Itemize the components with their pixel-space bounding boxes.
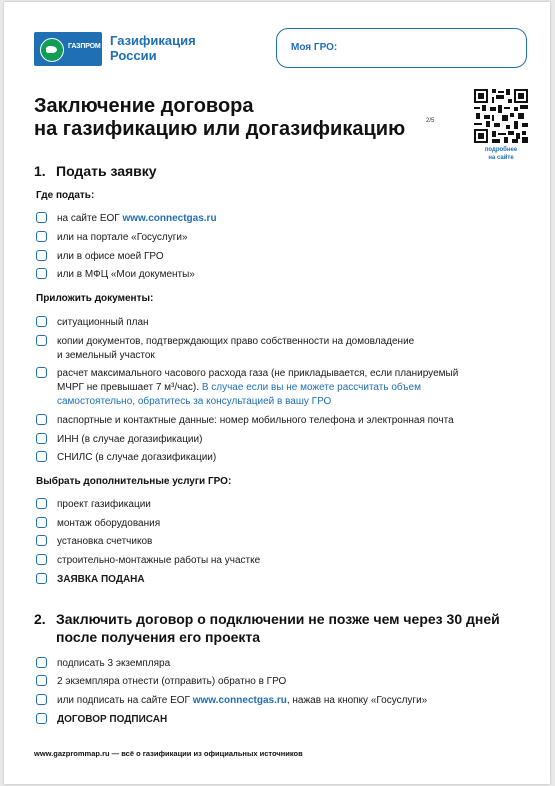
item-text-line-1: расчет максимального часового расхода газа (не прикладывается, если планируемый — [57, 368, 459, 379]
checkbox-icon[interactable] — [36, 433, 47, 444]
item-text: или на портале «Госуслуги» — [57, 232, 188, 243]
brand-name — [110, 33, 196, 63]
where-label: Где подать: — [36, 190, 95, 201]
services-label: Выбрать дополнительные услуги ГРО: — [36, 476, 232, 487]
contract-signed-label: ДОГОВОР ПОДПИСАН — [57, 714, 168, 725]
item-text: подписать 3 экземпляра — [57, 658, 171, 669]
checkbox-icon[interactable] — [36, 554, 47, 565]
item-text-tail: , нажав на кнопку «Госуслуги» — [286, 695, 428, 706]
document-page — [4, 2, 550, 784]
consult-note-line-2: самостоятельно, обратитесь за консультацией в вашу ГРО — [57, 396, 332, 407]
my-gro-label: Моя ГРО: — [291, 42, 338, 53]
item-text: ситуационный план — [57, 317, 149, 328]
checkbox-icon[interactable] — [36, 498, 47, 509]
section-1-heading — [34, 162, 157, 180]
checkbox-icon[interactable] — [36, 212, 47, 223]
checkbox-icon[interactable] — [36, 414, 47, 425]
brand-line-1: Газификация — [110, 33, 196, 48]
consult-note: В случае если вы не можете рассчитать объем — [201, 382, 421, 393]
item-text: монтаж оборудования — [57, 518, 161, 529]
item-text: проект газификации — [57, 499, 151, 510]
qr-code-icon[interactable] — [474, 89, 528, 143]
page-title — [34, 95, 405, 141]
checkbox-icon[interactable] — [36, 268, 47, 279]
checkbox-icon[interactable] — [36, 573, 47, 584]
checkbox-icon[interactable] — [36, 657, 47, 668]
checkbox-icon[interactable] — [36, 517, 47, 528]
checkbox-icon[interactable] — [36, 335, 47, 346]
qr-caption-line-2: на сайте — [488, 155, 514, 161]
connectgas-link[interactable]: www.connectgas.ru — [192, 695, 287, 706]
logo-text: ГАЗПРОМ — [68, 43, 101, 50]
checkbox-icon[interactable] — [36, 694, 47, 705]
item-text-line-2: и земельный участок — [57, 350, 155, 361]
item-text: или подписать на сайте ЕОГ — [57, 695, 193, 706]
gazprom-logo-icon — [34, 32, 102, 66]
title-line-1: Заключение договора — [34, 95, 254, 117]
item-text: на сайте ЕОГ — [57, 213, 123, 224]
section-2-title-line-1: Заключить договор о подключении не позже чем через 30 дней — [56, 611, 500, 627]
section-2-number: 2. — [34, 611, 46, 627]
item-text: ИНН (в случае догазификации) — [57, 434, 203, 445]
title-line-2: на газификацию или догазификацию — [34, 118, 406, 140]
checkbox-icon[interactable] — [36, 675, 47, 686]
checkbox-icon[interactable] — [36, 713, 47, 724]
footer-text: www.gazprommap.ru — всё о газификации из официальных источников — [34, 749, 303, 758]
item-text-line-1: копии документов, подтверждающих право собственности на домовладение — [57, 336, 415, 347]
section-2-title-line-2: после получения его проекта — [56, 629, 261, 645]
application-submitted-label: ЗАЯВКА ПОДАНА — [57, 574, 145, 585]
checkbox-icon[interactable] — [36, 231, 47, 242]
item-text: установка счетчиков — [57, 536, 153, 547]
item-text-line-2: МЧРГ не превышает 7 м³/час). — [57, 382, 202, 393]
item-text: паспортные и контактные данные: номер мобильного телефона и электронная почта — [57, 415, 454, 426]
checkbox-icon[interactable] — [36, 250, 47, 261]
my-gro-field[interactable] — [276, 28, 527, 68]
checkbox-icon[interactable] — [36, 316, 47, 327]
qr-caption-line-1: подробнее — [484, 147, 518, 153]
brand-line-2: России — [110, 48, 157, 63]
section-1-number: 1. — [34, 163, 46, 179]
globe-icon — [40, 38, 64, 62]
checkbox-icon[interactable] — [36, 535, 47, 546]
item-text: или в офисе моей ГРО — [57, 251, 164, 262]
connectgas-link[interactable]: www.connectgas.ru — [122, 213, 217, 224]
checkbox-icon[interactable] — [36, 451, 47, 462]
page-number: 2/5 — [426, 118, 435, 124]
section-2-heading — [34, 610, 500, 646]
qr-caption — [468, 146, 534, 162]
item-text: 2 экземпляра отнести (отправить) обратно в ГРО — [57, 676, 287, 687]
section-1-title: Подать заявку — [56, 163, 157, 179]
item-text: СНИЛС (в случае догазификации) — [57, 452, 217, 463]
checkbox-icon[interactable] — [36, 367, 47, 378]
docs-label: Приложить документы: — [36, 293, 154, 304]
item-text: строительно-монтажные работы на участке — [57, 555, 261, 566]
item-text: или в МФЦ «Мои документы» — [57, 269, 195, 280]
